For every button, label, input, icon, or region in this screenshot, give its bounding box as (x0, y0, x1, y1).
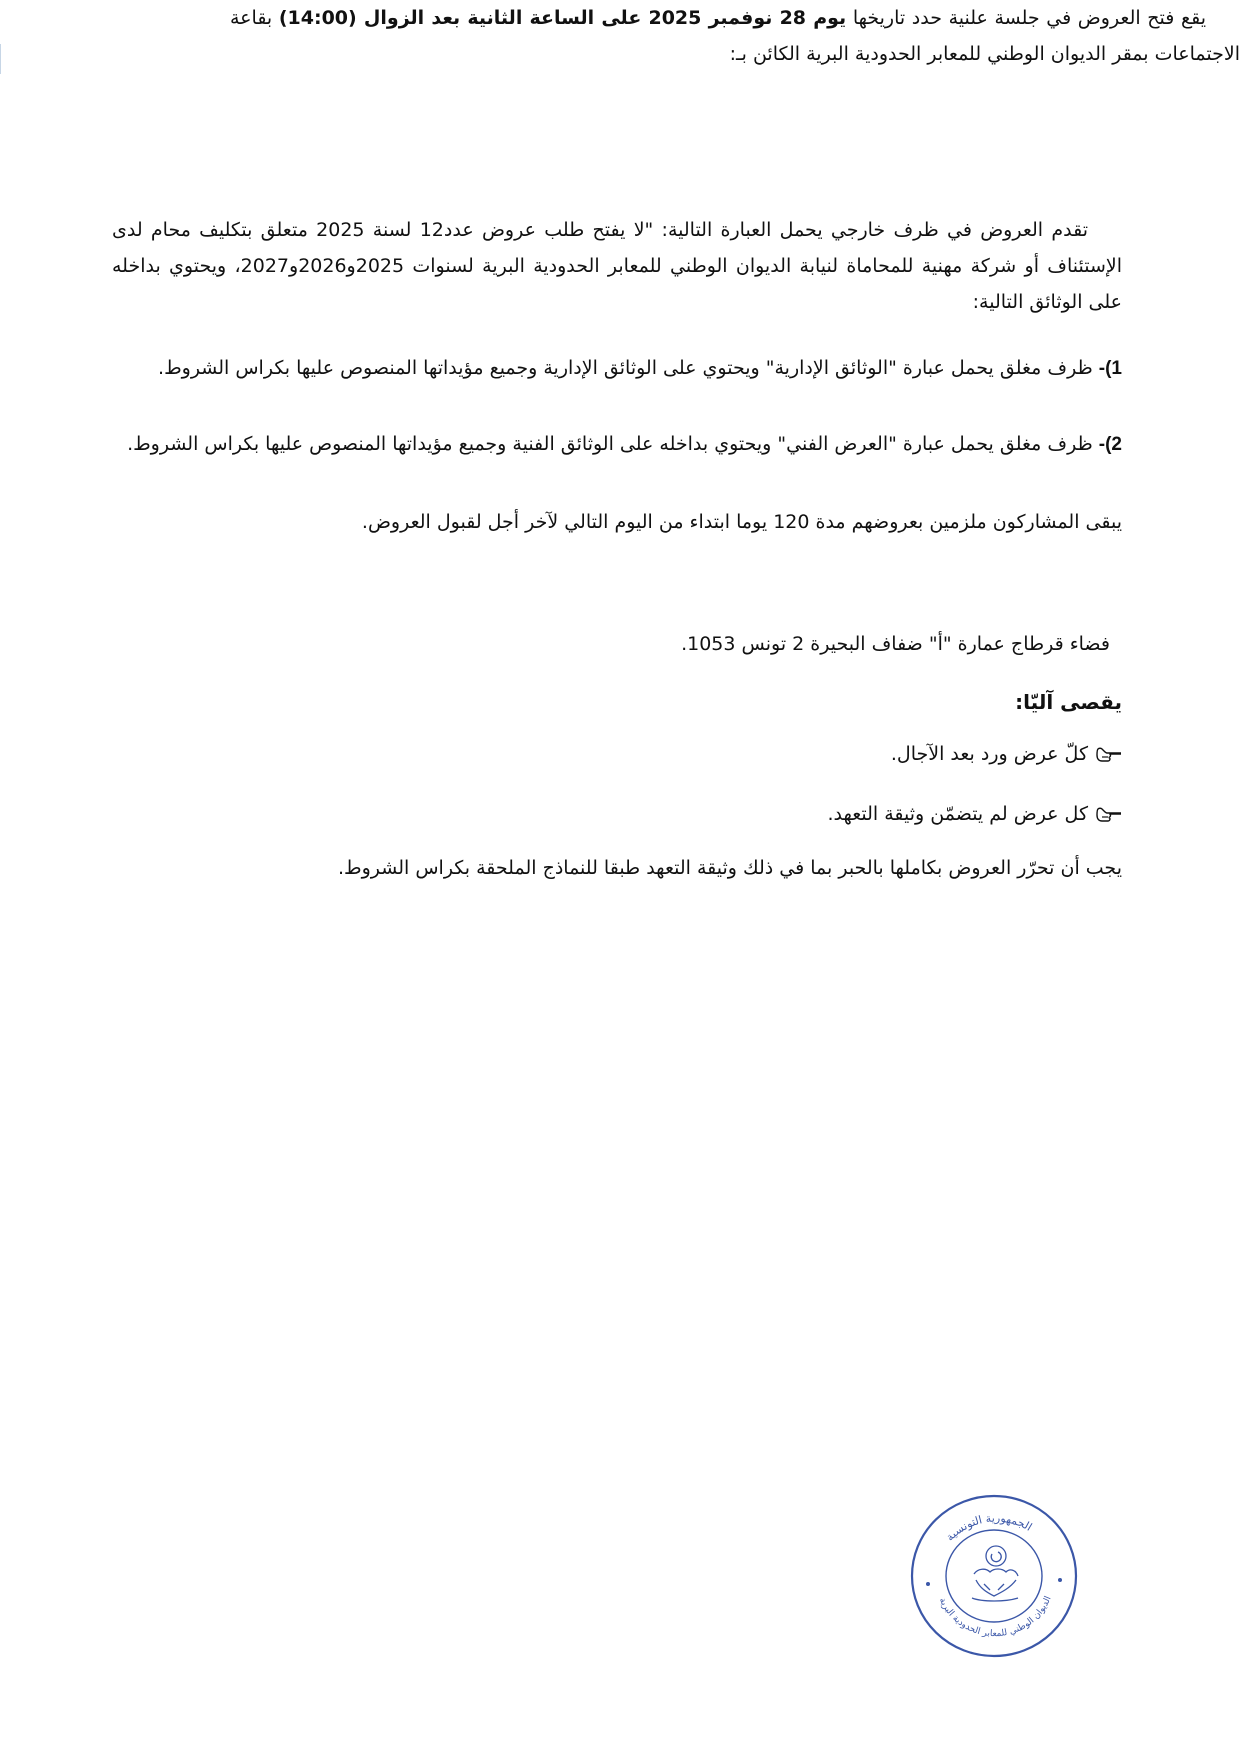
pointing-hand-icon (1096, 807, 1122, 823)
item-number-1: 1)- (1098, 358, 1122, 379)
exclusion-item-1-text: كلّ عرض ورد بعد الآجال. (890, 743, 1088, 765)
item-text-2: ظرف مغلق يحمل عبارة "العرض الفني" ويحتوي بداخله على الوثائق الفنية وجميع مؤيداتها المنصوص عليها بكراس الشروط. (127, 433, 1093, 455)
stamp-inner-text: الديوان الوطني للمعابر الحدودية البرية (936, 1594, 1054, 1640)
address-line: فضاء قرطاج عمارة "أ" ضفاف البحيرة 2 تونس 1053. (681, 633, 1110, 655)
scan-margin-mark (0, 44, 1, 74)
stamp-emblem-icon (972, 1546, 1018, 1601)
official-seal-stamp (906, 1488, 1082, 1664)
required-document-item-1 (132, 350, 1122, 387)
ink-requirement-text: يجب أن تحرّر العروض بكاملها بالحبر بما في ذلك وثيقة التعهد طبقا للنماذج الملحقة بكراس الشروط. (338, 857, 1122, 879)
stamp-outer-text: الجمهورية التونسية (943, 1511, 1035, 1544)
bid-opening-paragraph (230, 0, 1240, 72)
offer-validity-text: يبقى المشاركون ملزمين بعروضهم مدة 120 يوما ابتداء من اليوم التالي لآخر أجل لقبول العروض. (361, 511, 1122, 533)
intro-paragraph: تقدم العروض في ظرف خارجي يحمل العبارة التالية: "لا يفتح طلب عروض عدد12 لسنة 2025 متعلق بتكليف محام لدى الإستئناف أو شركة مهنية للمحاماة لنيابة الديوان الوطني للمعابر الحدودية البرية لسنوات 2025و2026و2027، ويحتوي بداخله على الوثائق التالية: (112, 219, 1122, 313)
required-document-item-2 (112, 426, 1122, 463)
item-text-1: ظرف مغلق يحمل عبارة "الوثائق الإدارية" ويحتوي على الوثائق الإدارية وجميع مؤيداتها المنصوص عليها بكراس الشروط. (158, 357, 1093, 379)
exclusion-item-2 (827, 796, 1122, 832)
exclusion-item-2-text: كل عرض لم يتضمّن وثيقة التعهد. (827, 803, 1088, 825)
bid-opening-intro: يقع فتح العروض في جلسة علنية حدد تاريخها (852, 7, 1206, 29)
bid-opening-date: يوم 28 نوفمبر 2025 على الساعة الثانية بعد الزوال (14:00) (278, 7, 847, 29)
item-number-2: 2)- (1098, 434, 1122, 455)
pointing-hand-icon (1096, 747, 1122, 763)
exclusion-title: يقصى آليّا: (1015, 690, 1122, 714)
bid-opening-location: بقاعة الاجتماعات بمقر الديوان الوطني للمعابر الحدودية البرية الكائن بـ: (230, 7, 1240, 65)
exclusion-item-1 (891, 736, 1122, 772)
